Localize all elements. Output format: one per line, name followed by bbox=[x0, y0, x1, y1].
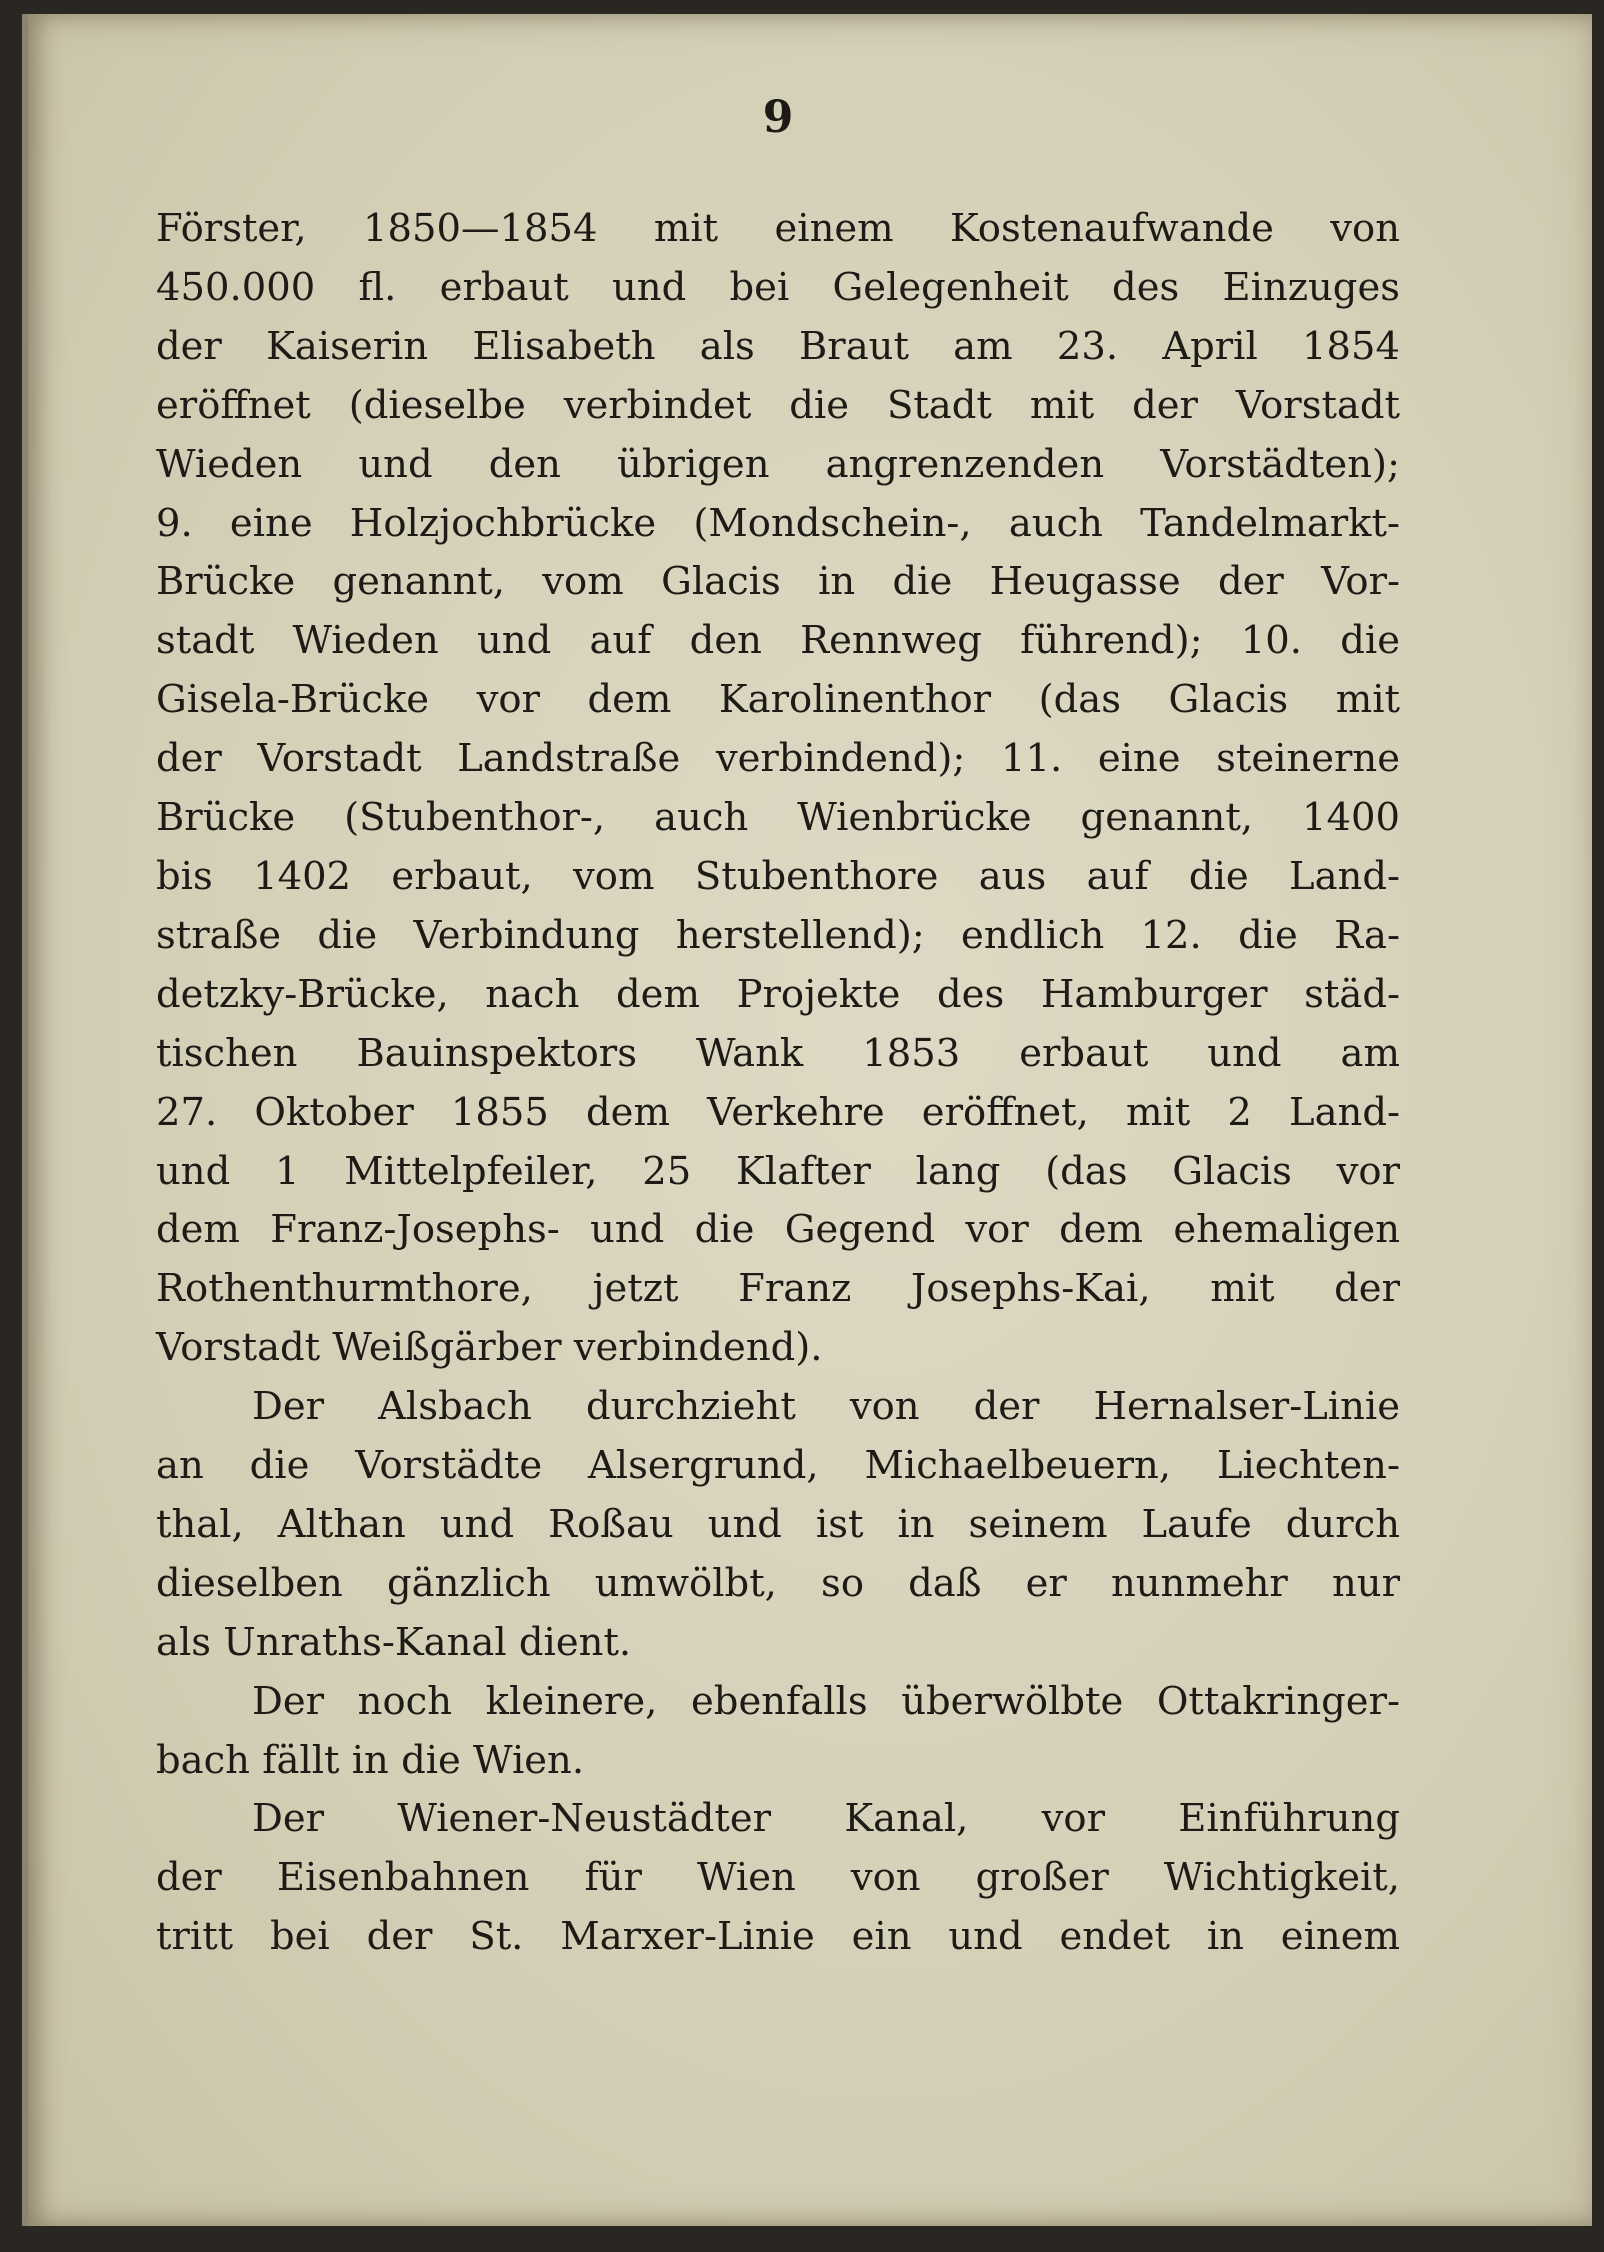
text-line: Der Alsbach durchzieht von der Hernalser-Linie bbox=[252, 1384, 1400, 1430]
text-line: Der Wiener-Neustädter Kanal, vor Einführung bbox=[252, 1796, 1400, 1842]
text-line: Der noch kleinere, ebenfalls überwölbte Ottakringer- bbox=[252, 1678, 1400, 1724]
text-line: Brücke (Stubenthor-, auch Wienbrücke genannt, 1400 bbox=[156, 795, 1400, 841]
text-line: Vorstadt Weißgärber verbindend). bbox=[156, 1325, 823, 1371]
text-line: der Kaiserin Elisabeth als Braut am 23. April 1854 bbox=[156, 323, 1400, 369]
text-line: detzky-Brücke, nach dem Projekte des Hamburger städ- bbox=[156, 971, 1400, 1017]
text-line: eröffnet (dieselbe verbindet die Stadt mit der Vorstadt bbox=[156, 382, 1400, 428]
text-line: als Unraths-Kanal dient. bbox=[156, 1619, 632, 1665]
text-line: straße die Verbindung herstellend); endlich 12. die Ra- bbox=[156, 912, 1400, 958]
text-line: Brücke genannt, vom Glacis in die Heugasse der Vor- bbox=[156, 559, 1400, 605]
text-line: Förster, 1850—1854 mit einem Kostenaufwande von bbox=[156, 206, 1400, 251]
body-text bbox=[156, 200, 1400, 1967]
text-line: 27. Oktober 1855 dem Verkehre eröffnet, mit 2 Land- bbox=[156, 1089, 1400, 1135]
text-line: der Vorstadt Landstraße verbindend); 11. eine steinerne bbox=[156, 736, 1400, 782]
text-line: Rothenthurmthore, jetzt Franz Josephs-Kai, mit der bbox=[156, 1266, 1400, 1312]
book-page bbox=[22, 14, 1592, 2226]
text-line: und 1 Mittelpfeiler, 25 Klafter lang (das Glacis vor bbox=[156, 1148, 1400, 1194]
text-line: der Eisenbahnen für Wien von großer Wichtigkeit, bbox=[156, 1855, 1400, 1901]
text-line: Wieden und den übrigen angrenzenden Vorstädten); bbox=[156, 441, 1400, 487]
text-line: Gisela-Brücke vor dem Karolinenthor (das Glacis mit bbox=[156, 677, 1400, 723]
text-line: tritt bei der St. Marxer-Linie ein und endet in einem bbox=[156, 1914, 1400, 1960]
text-line: bach fällt in die Wien. bbox=[156, 1737, 585, 1783]
text-line: dieselben gänzlich umwölbt, so daß er nunmehr nur bbox=[156, 1560, 1400, 1606]
page-number: 9 bbox=[762, 92, 794, 143]
text-line: dem Franz-Josephs- und die Gegend vor dem ehemaligen bbox=[156, 1207, 1400, 1253]
text-line: 9. eine Holzjochbrücke (Mondschein-, auch Tandelmarkt- bbox=[156, 500, 1400, 546]
text-line: bis 1402 erbaut, vom Stubenthore aus auf die Land- bbox=[156, 853, 1400, 899]
text-line: thal, Althan und Roßau und ist in seinem Laufe durch bbox=[156, 1501, 1400, 1547]
text-line: stadt Wieden und auf den Rennweg führend); 10. die bbox=[156, 618, 1400, 664]
text-line: tischen Bauinspektors Wank 1853 erbaut und am bbox=[156, 1030, 1400, 1076]
text-line: an die Vorstädte Alsergrund, Michaelbeuern, Liechten- bbox=[156, 1443, 1400, 1489]
text-line: 450.000 fl. erbaut und bei Gelegenheit des Einzuges bbox=[156, 264, 1400, 310]
